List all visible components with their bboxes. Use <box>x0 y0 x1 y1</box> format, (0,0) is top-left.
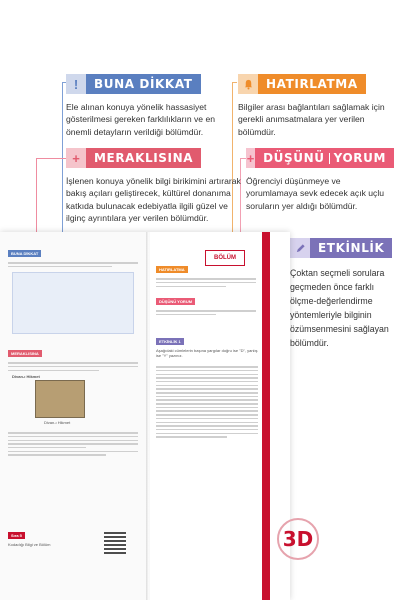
book-footer-text: Kodadığı Bilgi ve Bölüm <box>8 542 51 547</box>
feature-description: Çoktan seçmeli sorulara geçmeden önce farklı ölçme-değerlendirme yöntemleriyle bilginin özümsenmesini sağlayan bölümdür. <box>290 268 389 348</box>
3d-badge-text: 3D <box>282 527 314 551</box>
book-etkinlik-instruction: Aşağıdaki cümlelerin başına yargılar doğru ise "D", yanlış ise "Y" yazınız. <box>156 348 258 358</box>
book-red-spine <box>262 232 270 600</box>
feature-title: HATIRLATMA <box>258 74 366 94</box>
pencil-icon <box>290 238 310 258</box>
qr-code-icon <box>104 532 126 554</box>
feature-description: Öğrenciyi düşünmeye ve yorumlamaya sevk edecek açık uçlu soruların yer aldığı bölümdür. <box>246 176 385 211</box>
feature-etkinlik <box>290 238 396 350</box>
book-divan-title: Divan-ı Hikmet <box>12 374 40 379</box>
book-bolum-tab: BÖLÜM <box>205 250 245 266</box>
feature-title <box>255 148 394 168</box>
plus-icon: + <box>66 148 86 168</box>
feature-title-part1: DÜŞÜNÜ <box>263 151 325 165</box>
book-tag-meraklisina: MERAKLISINA <box>8 350 42 357</box>
bell-icon <box>238 74 258 94</box>
book-photo <box>35 380 85 418</box>
book-footer-tag: Sıra 5 <box>8 532 25 539</box>
feature-title: ETKİNLİK <box>310 238 392 258</box>
feature-title: MERAKLISINA <box>86 148 201 168</box>
feature-description: İşlenen konuya yönelik bilgi birikimini artırarak bakış açıları geliştirecek, kültürel donanıma katkıda bulunacak edebiyatla ilgili güzel ve ilginç ayrıntılara yer verilen bölümdür. <box>66 176 241 223</box>
feature-hatirlatma <box>238 74 388 138</box>
exclamation-icon: ! <box>66 74 86 94</box>
book-tag-etkinlik: ETKİNLİK 1 <box>156 338 184 345</box>
book-photo-caption: Divan-ı Hikmet <box>44 420 71 425</box>
book-tag-dusunu-yorum: DÜŞÜNÜ YORUM <box>156 298 195 305</box>
feature-title: BUNA DİKKAT <box>86 74 201 94</box>
book-tag-buna-dikkat: BUNA DİKKAT <box>8 250 41 257</box>
feature-meraklisina <box>66 148 241 224</box>
book-tag-hatirlatma: HATIRLATMA <box>156 266 188 273</box>
feature-title-part2: YORUM <box>333 151 386 165</box>
3d-badge <box>276 517 320 561</box>
feature-buna-dikkat <box>66 74 236 138</box>
feature-description: Bilgiler arası bağlantıları sağlamak için gerekli anımsatmalara yer verilen bölümdür. <box>238 102 385 137</box>
plus-icon: + <box>246 148 255 168</box>
feature-description: Ele alınan konuya yönelik hassasiyet gösterilmesi gereken farklılıkların ve en önemli detayların verildiği bölümdür. <box>66 102 216 137</box>
feature-dusunu-yorum <box>246 148 394 212</box>
